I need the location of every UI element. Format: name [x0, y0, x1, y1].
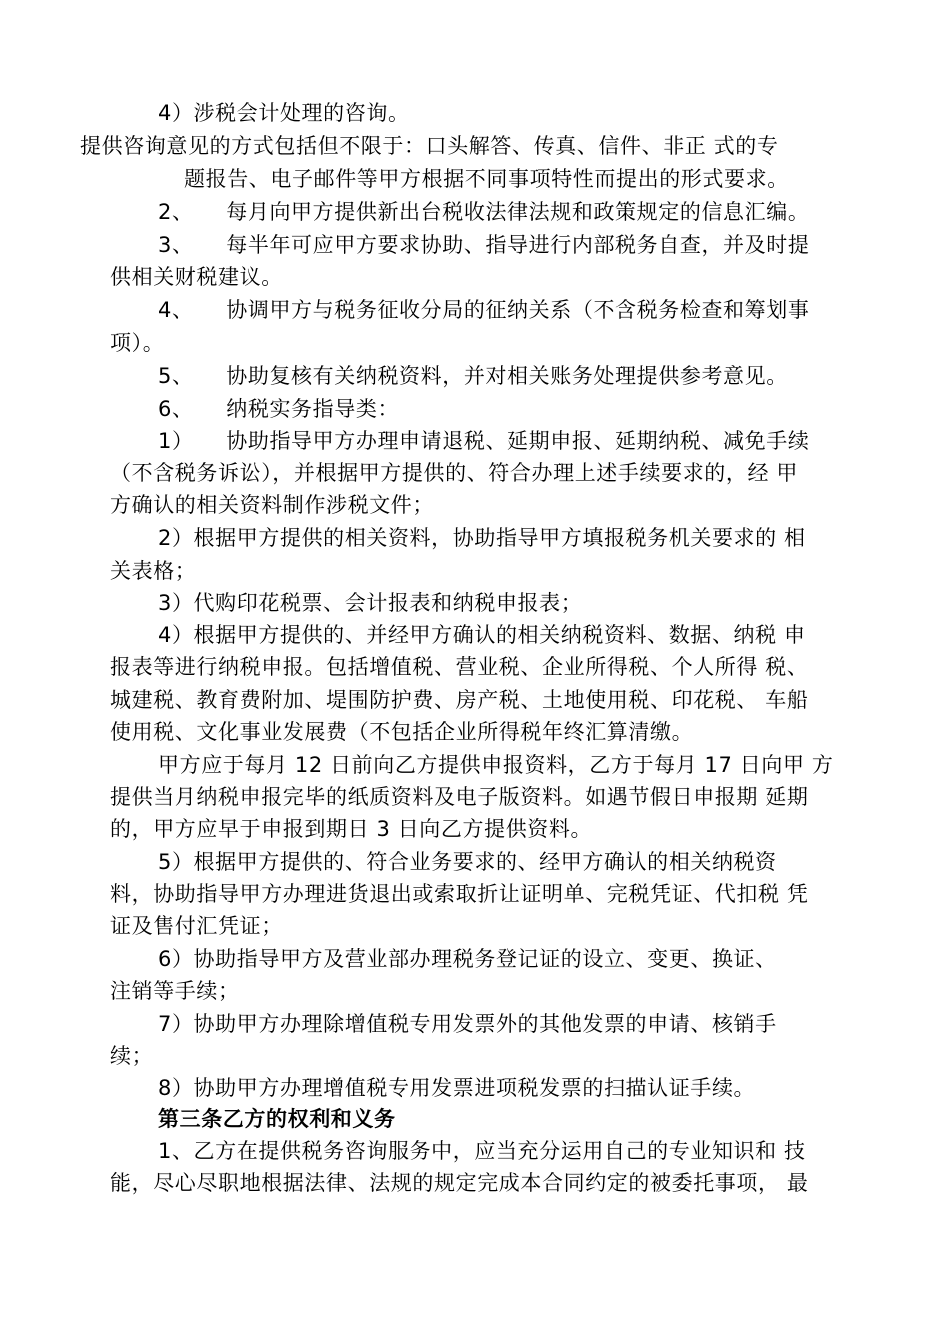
text-line: 的，甲方应早于申报到期日 3 日向乙方提供资料。 — [110, 817, 593, 841]
text-line: 6、 纳税实务指导类： — [158, 397, 400, 421]
text-line: 提供咨询意见的方式包括但不限于：口头解答、传真、信件、非正 式的专 — [80, 134, 779, 158]
section-heading: 第三条乙方的权利和义务 — [158, 1107, 396, 1131]
text-line: 题报告、电子邮件等甲方根据不同事项特性而提出的形式要求。 — [184, 167, 789, 191]
text-line: 方确认的相关资料制作涉税文件； — [110, 493, 434, 517]
text-line: 5）根据甲方提供的、符合业务要求的、经甲方确认的相关纳税资 — [158, 850, 777, 874]
text-line: 能，尽心尽职地根据法律、法规的规定完成本合同约定的被委托事项， 最 — [110, 1171, 809, 1195]
text-line: 8）协助甲方办理增值税专用发票进项税发票的扫描认证手续。 — [158, 1076, 756, 1100]
text-line: 7）协助甲方办理除增值税专用发票外的其他发票的申请、核销手 — [158, 1012, 777, 1036]
text-line: 料，协助指导甲方办理进货退出或索取折让证明单、完税凭证、代扣税 凭 — [110, 882, 809, 906]
text-line: 甲方应于每月 12 日前向乙方提供申报资料，乙方于每月 17 日向甲 方 — [158, 753, 834, 777]
text-line: 3、 每半年可应甲方要求协助、指导进行内部税务自查，并及时提 — [158, 233, 810, 257]
text-line: 使用税、文化事业发展费（不包括企业所得税年终汇算清缴。 — [110, 720, 694, 744]
text-line: 关表格； — [110, 559, 197, 583]
text-line: 2）根据甲方提供的相关资料，协助指导甲方填报税务机关要求的 相 — [158, 526, 806, 550]
text-line: 注销等手续； — [110, 979, 240, 1003]
text-line: 3）代购印花税票、会计报表和纳税申报表； — [158, 591, 583, 615]
text-line: 6）协助指导甲方及营业部办理税务登记证的设立、变更、换证、 — [158, 947, 777, 971]
text-line: 项）。 — [110, 331, 165, 355]
text-line: 1） 协助指导甲方办理申请退税、延期申报、延期纳税、减免手续 — [158, 429, 810, 453]
text-line: 证及售付汇凭证； — [110, 914, 283, 938]
text-line: 报表等进行纳税申报。包括增值税、营业税、企业所得税、个人所得 税、 — [110, 655, 809, 679]
text-line: 4）涉税会计处理的咨询。 — [158, 101, 410, 125]
text-line: 提供当月纳税申报完毕的纸质资料及电子版资料。如遇节假日申报期 延期 — [110, 785, 809, 809]
text-line: 供相关财税建议。 — [110, 265, 283, 289]
text-line: 2、 每月向甲方提供新出台税收法律法规和政策规定的信息汇编。 — [158, 200, 810, 224]
text-line: 城建税、教育费附加、堤围防护费、房产税、土地使用税、印花税、 车船 — [110, 688, 809, 712]
text-line: 4）根据甲方提供的、并经甲方确认的相关纳税资料、数据、纳税 申 — [158, 623, 806, 647]
text-line: 5、 协助复核有关纳税资料，并对相关账务处理提供参考意见。 — [158, 364, 788, 388]
text-line: （不含税务诉讼），并根据甲方提供的、符合办理上述手续要求的，经 甲 — [110, 461, 798, 485]
text-line: 1、乙方在提供税务咨询服务中，应当充分运用自己的专业知识和 技 — [158, 1139, 806, 1163]
text-line: 4、 协调甲方与税务征收分局的征纳关系（不含税务检查和筹划事 — [158, 298, 810, 322]
text-line: 续； — [110, 1044, 154, 1068]
